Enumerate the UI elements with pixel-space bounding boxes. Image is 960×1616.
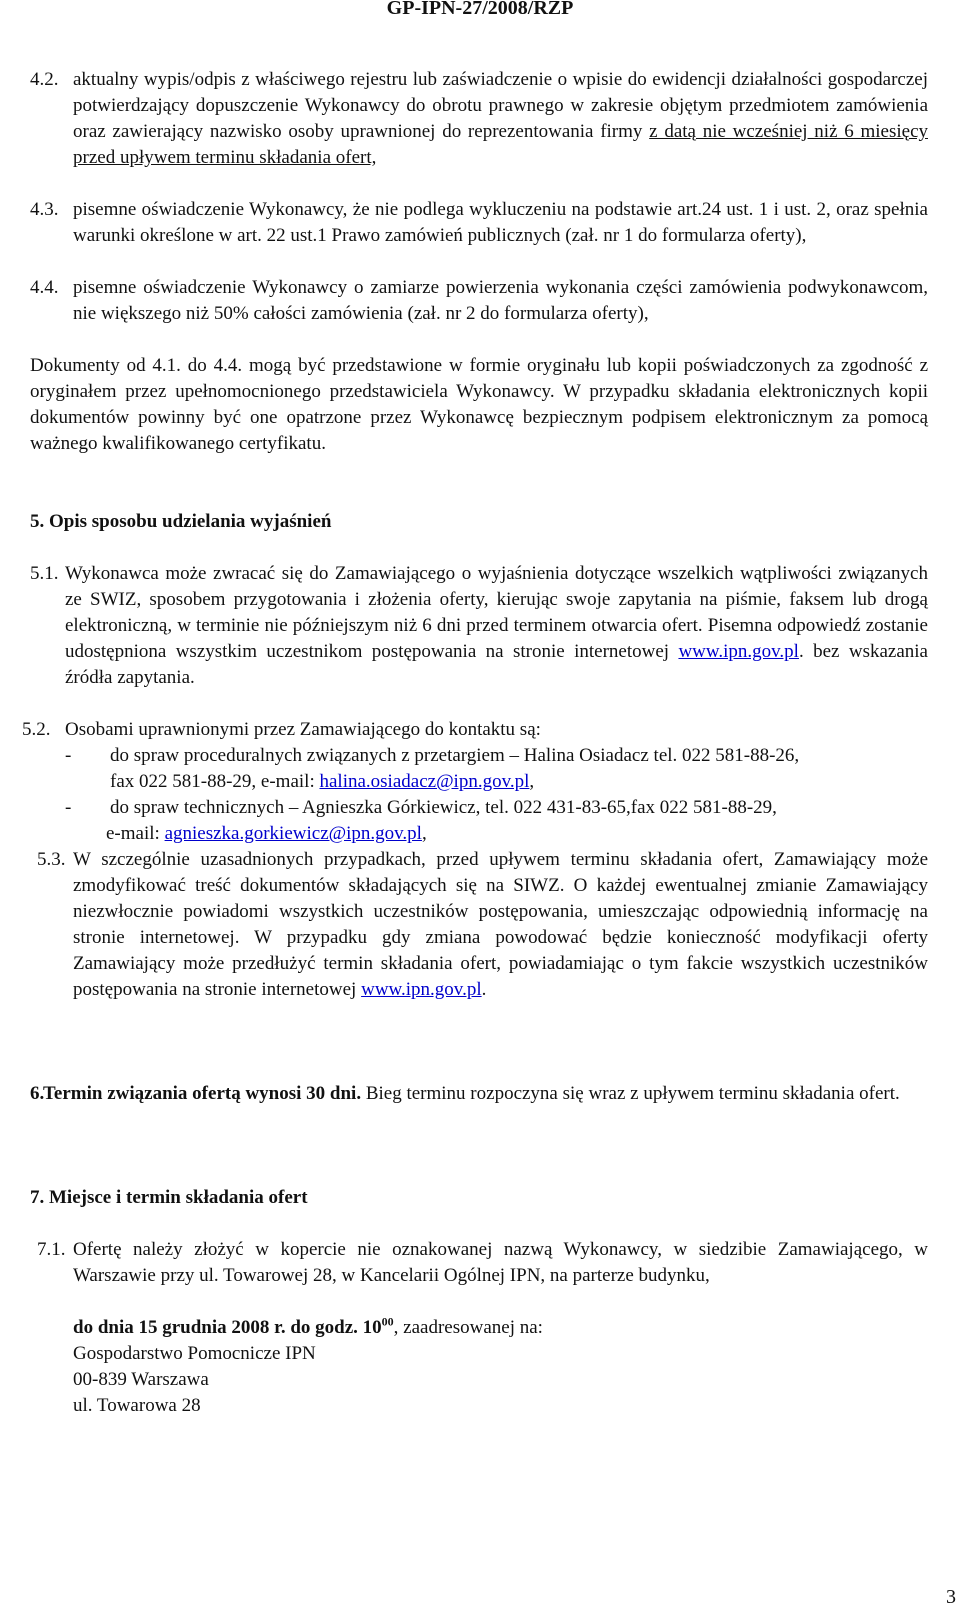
item-4-4-number: 4.4. bbox=[30, 277, 59, 298]
item-5-1-tail: . bez wskazania źródła zapytania. bbox=[65, 641, 928, 688]
contact-technical bbox=[106, 795, 928, 847]
item-5-3-number: 5.3. bbox=[37, 849, 66, 870]
item-7-1-text: Ofertę należy złożyć w kopercie nie oznakowanej nazwą Wykonawcy, w siedzibie Zamawiającego, w Warszawie przy ul. Towarowej 28, w Kancelarii Ogólnej IPN, na parterze budynku, bbox=[73, 1239, 928, 1286]
contact-procedural-line1: do spraw proceduralnych związanych z przetargiem – Halina Osiadacz tel. 022 581-88-26, bbox=[110, 745, 800, 766]
address-line-3: ul. Towarowa 28 bbox=[73, 1395, 201, 1416]
agnieszka-email-link[interactable]: agnieszka.gorkiewicz@ipn.gov.pl bbox=[164, 823, 422, 844]
document-code-header: GP-IPN-27/2008/RZP bbox=[386, 0, 574, 19]
address-line-1: Gospodarstwo Pomocnicze IPN bbox=[73, 1343, 316, 1364]
section-6-number: 6. bbox=[30, 1083, 45, 1104]
deadline-tail: , zaadresowanej na: bbox=[393, 1317, 543, 1338]
item-5-3-body: W szczególnie uzasadnionych przypadkach, przed upływem terminu składania ofert, Zamawiający może zmodyfikować treść dokumentów składających się na SIWZ. O każdej ewentualnej zmianie Zamawiający niezwłocznie powiadomi wszystkich uczestników postępowania, umieszczając odpowiednią informację na stronie internetowej. W przypadku gdy zmiana powodować będzie konieczność modyfikacji oferty Zamawiający może przedłużyć termin składania ofert, powiadamiając o tym fakcie wszystkich uczestników postępowania na stronie internetowej bbox=[73, 849, 928, 1000]
contact-procedural-comma: , bbox=[529, 771, 535, 792]
item-4-4-text: pisemne oświadczenie Wykonawcy o zamiarze powierzenia wykonania części zamówienia podwykonawcom, nie większego niż 50% całości zamówienia (zał. nr 2 do formularza oferty), bbox=[73, 277, 928, 324]
halina-email-link[interactable]: halina.osiadacz@ipn.gov.pl bbox=[319, 771, 530, 792]
section-5-heading: 5. Opis sposobu udzielania wyjaśnień bbox=[30, 511, 332, 532]
section-7-heading: 7. Miejsce i termin składania ofert bbox=[30, 1187, 308, 1208]
contact-procedural bbox=[110, 743, 928, 795]
contact-technical-comma: , bbox=[421, 823, 427, 844]
contact-procedural-fax: fax 022 581-88-29, e-mail: bbox=[110, 771, 315, 792]
item-5-3-tail: . bbox=[481, 979, 487, 1000]
contact-1-dash: - bbox=[65, 745, 72, 766]
item-4-2-body: aktualny wypis/odpis z właściwego rejestru lub zaświadczenie o wpisie do ewidencji działalności gospodarczej potwierdzający dopuszczenie Wykonawcy do obrotu prawnego w zakresie objętym przedmiotem zamówienia oraz zawierający nazwisko osoby uprawnionej do reprezentowania firmy bbox=[73, 69, 928, 142]
section-6-body: Bieg terminu rozpoczyna się wraz z upływem terminu składania ofert. bbox=[361, 1083, 900, 1104]
item-5-1-body: Wykonawca może zwracać się do Zamawiającego o wyjaśnienia dotyczące wszelkich wątpliwości związanych ze SWIZ, sposobem przygotowania i złożenia oferty, kierując swoje zapytania na piśmie, faksem lub drogą elektroniczną, w terminie nie późniejszym niż 6 dni przed terminem otwarcia ofert. Pisemna odpowiedź zostanie udostępniona wszystkim uczestnikom postępowania na stronie internetowej bbox=[65, 563, 928, 662]
item-7-1-number: 7.1. bbox=[37, 1239, 66, 1260]
section-6-text bbox=[43, 1081, 928, 1107]
deadline-superscript: 00 bbox=[381, 1314, 394, 1329]
deadline-line bbox=[73, 1315, 928, 1341]
ipn-website-link[interactable]: www.ipn.gov.pl bbox=[678, 641, 799, 662]
address-line-2: 00-839 Warszawa bbox=[73, 1369, 209, 1390]
item-5-1-number: 5.1. bbox=[30, 563, 59, 584]
item-5-2-intro: Osobami uprawnionymi przez Zamawiającego do kontaktu są: bbox=[65, 719, 541, 740]
item-5-3-text bbox=[73, 847, 928, 1003]
page-number: 3 bbox=[946, 1586, 956, 1608]
contact-technical-line1: do spraw technicznych – Agnieszka Górkiewicz, tel. 022 431-83-65,fax 022 581-88-29, bbox=[110, 797, 777, 818]
contact-technical-email-label: e-mail: bbox=[106, 823, 160, 844]
ipn-website-link-2[interactable]: www.ipn.gov.pl bbox=[361, 979, 482, 1000]
section-6-bold: Termin związania ofertą wynosi 30 dni. bbox=[43, 1083, 362, 1104]
documents-paragraph: Dokumenty od 4.1. do 4.4. mogą być przedstawione w formie oryginału lub kopii poświadczonych za zgodność z oryginałem przez upełnomocnionego przedstawiciela Wykonawcy. W przypadku składania elektronicznych kopii dokumentów powinny być one opatrzone przez Wykonawcę bezpiecznym podpisem elektronicznym za pomocą ważnego kwalifikowanego certyfikatu. bbox=[30, 355, 928, 454]
item-5-2-number: 5.2. bbox=[22, 719, 51, 740]
item-4-2-underlined: z datą nie wcześniej niż 6 miesięcy przed upływem terminu składania ofert, bbox=[73, 121, 928, 168]
contact-2-dash: - bbox=[65, 797, 72, 818]
item-4-2-text bbox=[73, 67, 928, 171]
item-4-3-number: 4.3. bbox=[30, 199, 59, 220]
item-4-2-number: 4.2. bbox=[30, 69, 59, 90]
deadline-bold: do dnia 15 grudnia 2008 r. do godz. 10 bbox=[73, 1317, 382, 1338]
item-5-1-text bbox=[65, 561, 928, 691]
item-4-3-text: pisemne oświadczenie Wykonawcy, że nie podlega wykluczeniu na podstawie art.24 ust. 1 i ust. 2, oraz spełnia warunki określone w art. 22 ust.1 Prawo zamówień publicznych (zał. nr 1 do formularza oferty), bbox=[73, 199, 928, 246]
